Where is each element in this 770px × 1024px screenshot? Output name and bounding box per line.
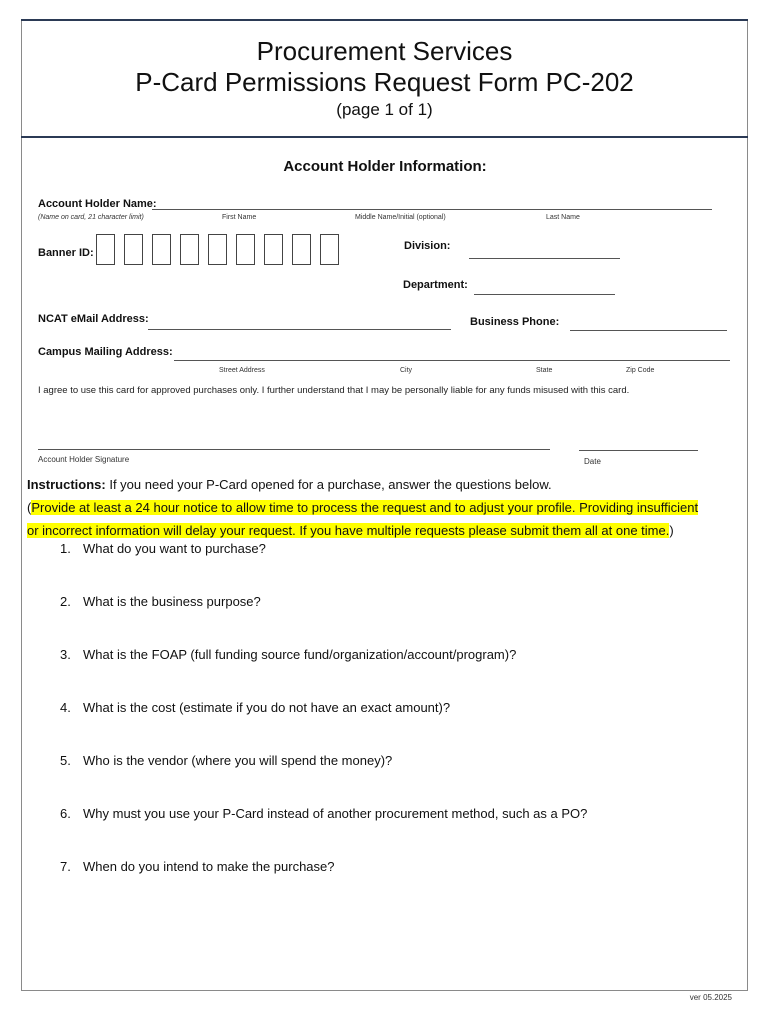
paren-close: ): [669, 523, 674, 538]
question-text: What do you want to purchase?: [83, 541, 266, 556]
zip-caption: Zip Code: [626, 367, 655, 374]
question-text: What is the business purpose?: [83, 594, 261, 609]
signature-field[interactable]: [38, 449, 550, 450]
instructions-text: If you need your P-Card opened for a purchase, answer the questions below.: [105, 477, 552, 492]
section-title: Account Holder Information:: [283, 158, 487, 175]
question-item: [60, 591, 587, 644]
question-number: 2.: [60, 594, 71, 609]
question-item: [60, 750, 587, 803]
banner-id-boxes: [96, 234, 339, 265]
banner-digit-box[interactable]: [208, 234, 227, 265]
name-label: Account Holder Name:: [38, 198, 157, 210]
version-label: ver 05.2025: [689, 993, 732, 1002]
banner-digit-box[interactable]: [236, 234, 255, 265]
banner-digit-box[interactable]: [180, 234, 199, 265]
name-field[interactable]: [152, 209, 712, 210]
banner-digit-box[interactable]: [152, 234, 171, 265]
date-field[interactable]: [579, 450, 698, 451]
banner-digit-box[interactable]: [292, 234, 311, 265]
banner-digit-box[interactable]: [96, 234, 115, 265]
department-title: Procurement Services: [256, 36, 513, 66]
middle-name-caption: Middle Name/Initial (optional): [355, 214, 446, 221]
date-caption: Date: [584, 457, 601, 466]
question-number: 3.: [60, 647, 71, 662]
question-item: [60, 644, 587, 697]
city-caption: City: [400, 367, 413, 374]
question-text: Who is the vendor (where you will spend the money)?: [83, 753, 393, 768]
email-label: NCAT eMail Address:: [38, 313, 149, 325]
phone-label: Business Phone:: [470, 316, 560, 328]
mailing-address-label: Campus Mailing Address:: [38, 346, 173, 358]
notice-highlight-1: Provide at least a 24 hour notice to allow time to process the request and to adjust your profile. Providing insufficient: [31, 500, 699, 515]
question-text: What is the cost (estimate if you do not have an exact amount)?: [83, 700, 451, 715]
question-number: 1.: [60, 541, 71, 556]
page-indicator: (page 1 of 1): [336, 100, 433, 119]
question-item: [60, 856, 587, 909]
phone-field[interactable]: [570, 330, 727, 331]
division-field[interactable]: [469, 258, 620, 259]
signature-caption: Account Holder Signature: [38, 455, 130, 464]
division-label: Division:: [404, 240, 451, 252]
form-header: [21, 20, 748, 138]
question-number: 6.: [60, 806, 71, 821]
banner-id-label: Banner ID:: [38, 247, 94, 259]
question-text: When do you intend to make the purchase?: [83, 859, 335, 874]
last-name-caption: Last Name: [546, 214, 580, 221]
first-name-caption: First Name: [222, 214, 257, 221]
question-item: [60, 697, 587, 750]
question-list: [60, 538, 587, 909]
form-title: P-Card Permissions Request Form PC-202: [135, 67, 634, 97]
question-item: [60, 803, 587, 856]
instructions-block: [27, 473, 742, 542]
question-text: What is the FOAP (full funding source fund/organization/account/program)?: [83, 647, 517, 662]
notice-highlight-2: or incorrect information will delay your request. If you have multiple requests please submit them all at one time.: [27, 523, 670, 538]
question-number: 5.: [60, 753, 71, 768]
street-caption: Street Address: [219, 367, 265, 374]
agreement-text: I agree to use this card for approved purchases only. I further understand that I may be personally liable for any funds misused with this card.: [38, 385, 630, 396]
department-label: Department:: [403, 279, 468, 291]
banner-digit-box[interactable]: [124, 234, 143, 265]
name-hint: (Name on card, 21 character limit): [38, 214, 144, 221]
email-field[interactable]: [148, 329, 451, 330]
question-number: 4.: [60, 700, 71, 715]
state-caption: State: [536, 367, 553, 374]
department-field[interactable]: [474, 294, 615, 295]
question-number: 7.: [60, 859, 71, 874]
instructions-lead: Instructions:: [27, 477, 106, 492]
question-item: [60, 538, 587, 591]
banner-digit-box[interactable]: [320, 234, 339, 265]
question-text: Why must you use your P-Card instead of another procurement method, such as a PO?: [83, 806, 588, 821]
banner-digit-box[interactable]: [264, 234, 283, 265]
paren-open: (: [27, 500, 32, 515]
mailing-address-field[interactable]: [174, 360, 730, 361]
